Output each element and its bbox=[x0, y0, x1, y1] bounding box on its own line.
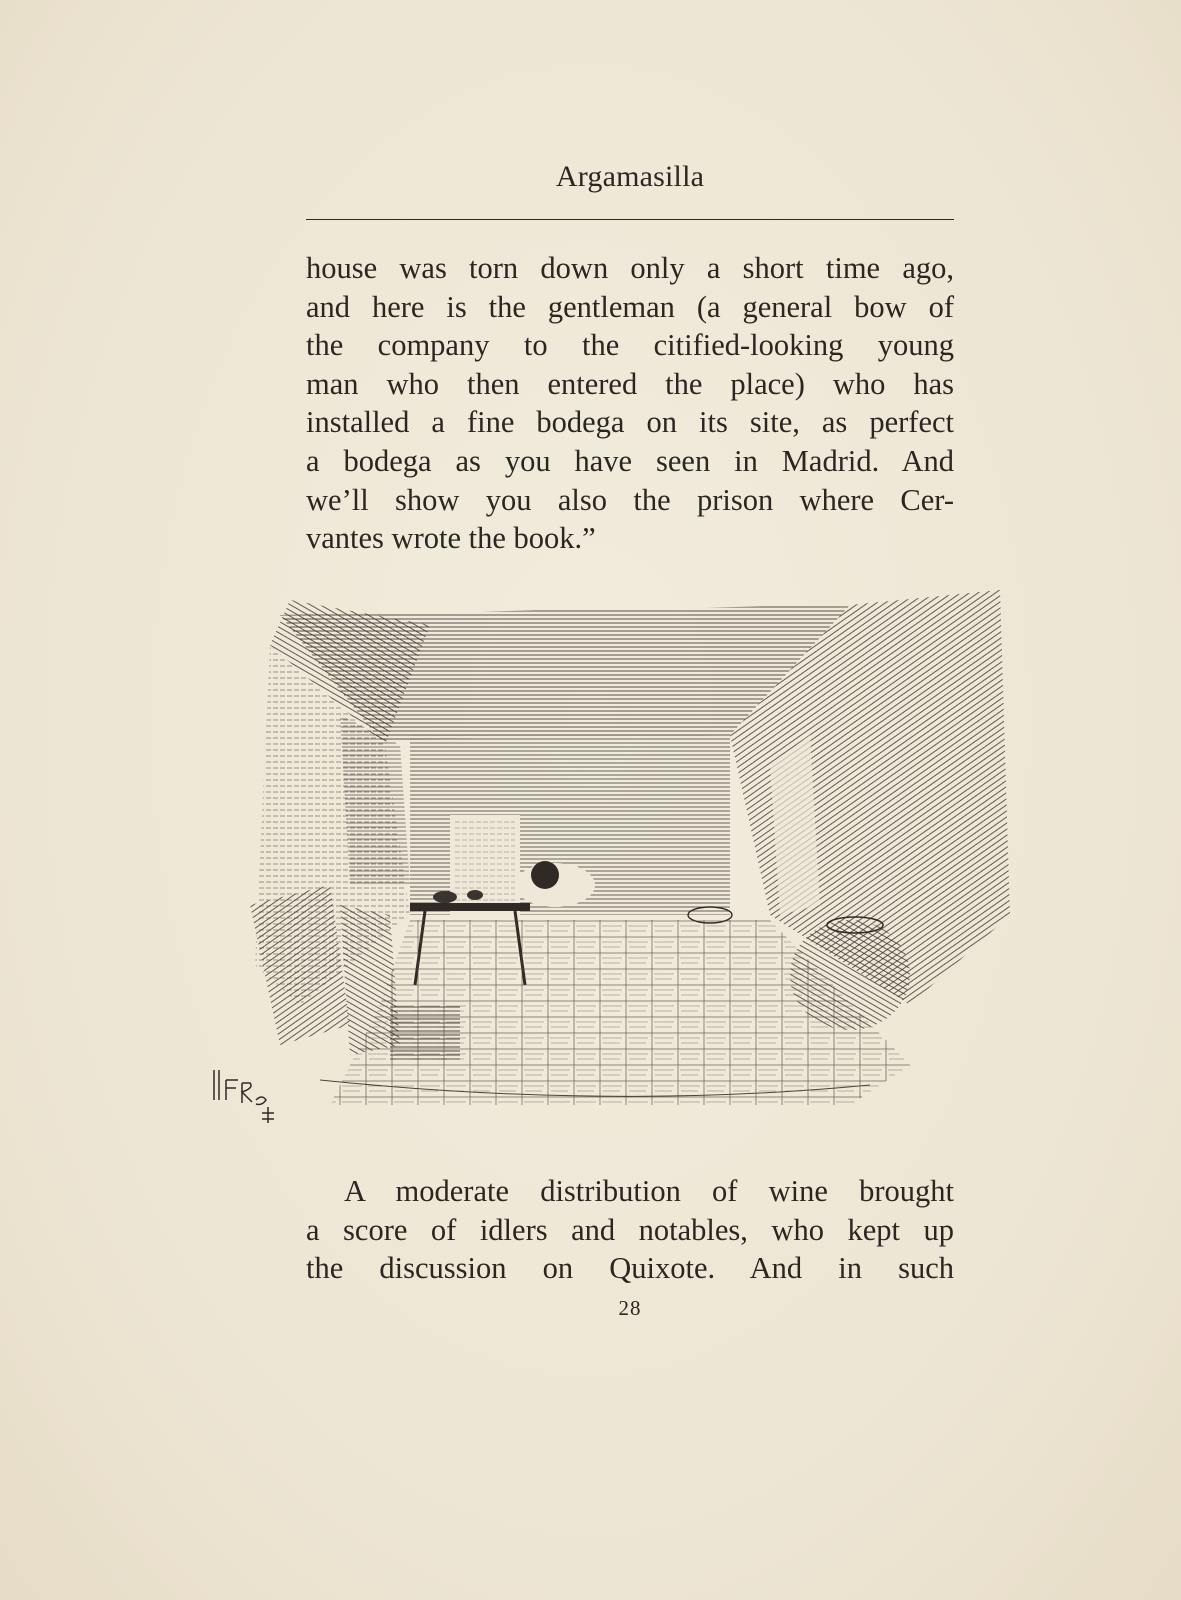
text-line: a score of idlers and notables, who kept up bbox=[306, 1212, 954, 1247]
text-line: the company to the citified-looking young bbox=[306, 328, 954, 363]
cellar-illustration bbox=[210, 585, 1030, 1145]
text-line: we’ll show you also the prison where Cer- bbox=[306, 482, 954, 517]
header-rule bbox=[306, 219, 954, 220]
text-line: man who then entered the place) who has bbox=[306, 366, 954, 401]
paragraph-2 bbox=[306, 1172, 954, 1288]
page-number: 28 bbox=[618, 1296, 642, 1320]
text-line: a bodega as you have seen in Madrid. And bbox=[306, 443, 954, 478]
text-line: the discussion on Quixote. And in such bbox=[306, 1251, 954, 1286]
paragraph-1 bbox=[306, 249, 954, 558]
text-line: house was torn down only a short time ago, bbox=[306, 251, 954, 285]
running-head: Argamasilla bbox=[555, 160, 705, 193]
text-line: vantes wrote the book.” bbox=[306, 521, 596, 556]
text-line: A moderate distribution of wine brought bbox=[344, 1174, 954, 1208]
text-line: installed a fine bodega on its site, as perfect bbox=[306, 405, 954, 440]
text-line: and here is the gentleman (a general bow of bbox=[306, 289, 954, 324]
